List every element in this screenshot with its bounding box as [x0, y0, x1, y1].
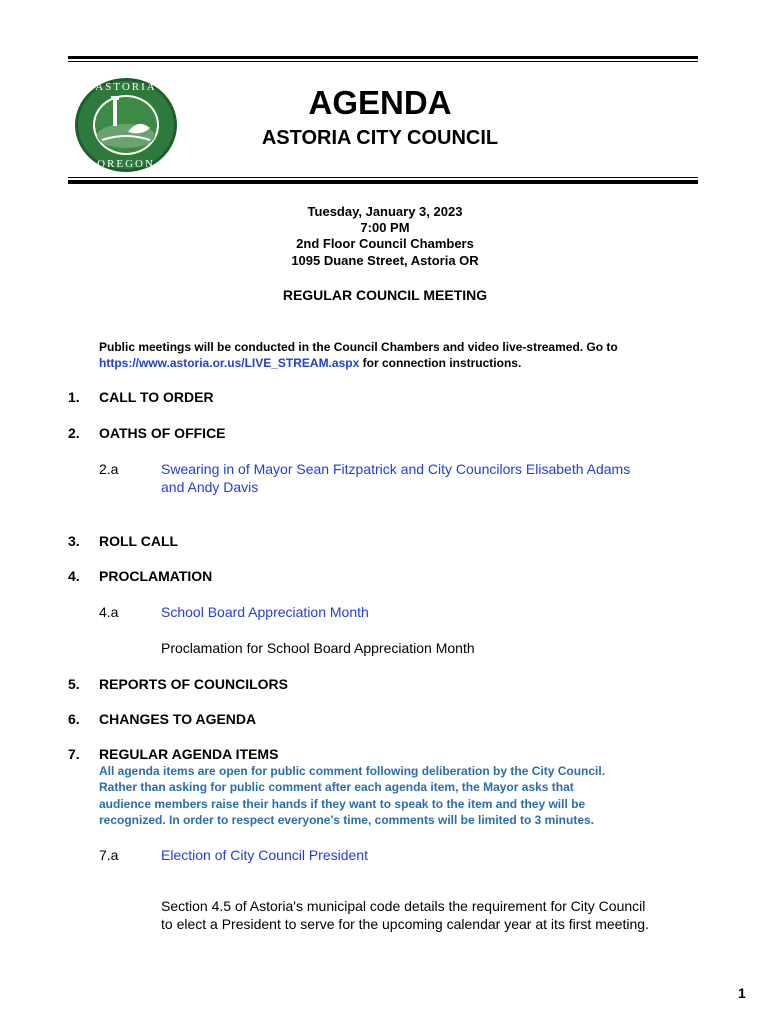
item-7-title: REGULAR AGENDA ITEMS [99, 746, 279, 762]
item-2-number: 2. [68, 425, 80, 441]
item-7-note-line3: audience members raise their hands if they want to speak to the item and they will be [99, 797, 586, 811]
item-7-note-line4: recognized. In order to respect everyone’s time, comments will be limited to 3 minutes. [99, 813, 595, 827]
page-number: 1 [738, 985, 746, 1001]
livestream-notice-line1: Public meetings will be conducted in the Council Chambers and video live-streamed. Go to [99, 340, 618, 354]
header-top-rule-thin [68, 61, 698, 62]
header-bottom-rule [68, 180, 698, 184]
item-4a-description: Proclamation for School Board Appreciation Month [161, 640, 475, 656]
item-3-number: 3. [68, 533, 80, 549]
livestream-link[interactable]: https://www.astoria.or.us/LIVE_STREAM.aspx [99, 356, 360, 370]
item-4-number: 4. [68, 568, 80, 584]
meeting-type: REGULAR COUNCIL MEETING [282, 287, 488, 303]
item-7-note-line1: All agenda items are open for public comment following deliberation by the City Council. [99, 764, 606, 778]
seal-top-text: ASTORIA [95, 81, 157, 93]
item-4a-number: 4.a [99, 604, 119, 620]
header-top-rule [68, 56, 698, 59]
item-4a-link[interactable]: School Board Appreciation Month [161, 604, 369, 620]
meeting-date: Tuesday, January 3, 2023 [307, 204, 463, 219]
item-7a-number: 7.a [99, 847, 119, 863]
meeting-location: 2nd Floor Council Chambers [296, 236, 474, 251]
item-7a-description-line1: Section 4.5 of Astoria's municipal code details the requirement for City Council [161, 898, 646, 914]
item-4-title: PROCLAMATION [99, 568, 213, 584]
item-5-title: REPORTS OF COUNCILORS [99, 676, 289, 692]
item-1-title: CALL TO ORDER [99, 389, 214, 405]
seal-bottom-text: OREGON [97, 158, 155, 170]
item-2a-link-line1[interactable]: Swearing in of Mayor Sean Fitzpatrick and City Councilors Elisabeth Adams [161, 461, 631, 477]
livestream-notice-line2 [99, 356, 521, 370]
item-2-title: OATHS OF OFFICE [99, 425, 226, 441]
item-1-number: 1. [68, 389, 80, 405]
agenda-title: AGENDA [308, 84, 452, 121]
header-bottom-rule-thin [68, 177, 698, 178]
item-6-title: CHANGES TO AGENDA [99, 711, 257, 727]
item-2a-number: 2.a [99, 461, 119, 477]
council-subtitle: ASTORIA CITY COUNCIL [261, 127, 499, 149]
item-7-note-line2: Rather than asking for public comment after each agenda item, the Mayor asks that [99, 780, 574, 794]
item-6-number: 6. [68, 711, 80, 727]
livestream-notice-rest: for connection instructions. [359, 356, 522, 370]
meeting-time: 7:00 PM [360, 220, 410, 235]
item-7-number: 7. [68, 746, 80, 762]
item-2a-link-line2[interactable]: and Andy Davis [161, 479, 259, 495]
meeting-address: 1095 Duane Street, Astoria OR [291, 253, 479, 268]
item-3-title: ROLL CALL [99, 533, 179, 549]
item-7a-description-line2: to elect a President to serve for the upcoming calendar year at its first meeting. [161, 916, 649, 932]
item-7a-link[interactable]: Election of City Council President [161, 847, 368, 863]
item-5-number: 5. [68, 676, 80, 692]
